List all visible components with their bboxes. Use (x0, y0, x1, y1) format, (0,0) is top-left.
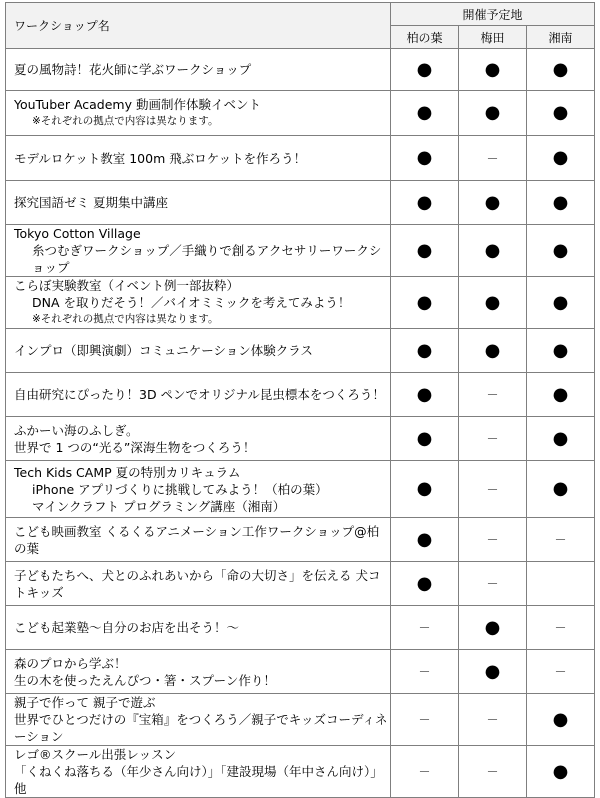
available-dot-icon: ● (484, 291, 501, 313)
workshop-name-cell (6, 373, 391, 417)
unavailable-dash: － (418, 713, 431, 727)
table-row (6, 181, 595, 225)
availability-cell-shonan (527, 136, 595, 181)
available-dot-icon: ● (552, 102, 569, 123)
workshop-title: こらぼ実験教室（イベント例一部抜粋） (14, 278, 240, 293)
availability-cell-umeda (459, 417, 527, 461)
availability-cell-shonan (527, 91, 595, 136)
workshop-name-cell (6, 650, 391, 694)
workshop-title: こども映画教室 くるくるアニメーション工作ワークショップ@柏の葉 (14, 523, 380, 556)
table-row (6, 373, 595, 417)
availability-cell-shonan (527, 181, 595, 225)
availability-cell-kashiwanoha (391, 461, 459, 518)
workshop-title: インプロ（即興演劇）コミュニケーション体験クラス (14, 343, 313, 358)
workshop-name-cell (6, 606, 391, 650)
available-dot-icon: ● (484, 191, 501, 213)
table-row (6, 694, 595, 746)
available-dot-icon: ● (484, 616, 501, 638)
workshop-title: Tech Kids CAMP 夏の特別カリキュラム (14, 464, 241, 480)
availability-cell-umeda (459, 136, 527, 181)
workshop-subline: 世界でひとつだけの『宝箱』をつくろう／親子でキッズコーディネーション (14, 712, 388, 744)
availability-cell-kashiwanoha (391, 518, 459, 562)
available-dot-icon: ● (552, 383, 569, 405)
unavailable-dash: － (418, 665, 431, 679)
workshop-name-cell (6, 329, 391, 373)
workshop-table (5, 2, 595, 798)
workshop-name-cell (6, 518, 391, 562)
workshop-name-cell (6, 136, 391, 181)
workshop-name-cell (6, 49, 391, 91)
availability-cell-shonan (527, 49, 595, 91)
header-location-umeda: 梅田 (459, 26, 527, 49)
available-dot-icon: ● (552, 191, 569, 213)
workshop-subline: 世界で 1 つの“光る”深海生物をつくろう！ (14, 439, 256, 455)
table-row (6, 650, 595, 694)
workshop-title: 子どもたちへ、犬とのふれあいから「命の大切さ」を伝える 犬コトキッズ (14, 567, 381, 600)
workshop-subline: 生の木を使ったえんぴつ・箸・スプーン作り！ (14, 672, 276, 688)
unavailable-dash: － (486, 482, 499, 497)
available-dot-icon: ● (416, 478, 433, 499)
available-dot-icon: ● (552, 147, 569, 168)
workshop-subline: 糸つむぎワークショップ／手織りで創るアクセサリーワークショップ (32, 243, 382, 275)
availability-cell-shonan (527, 417, 595, 461)
availability-cell-kashiwanoha (391, 136, 459, 181)
workshop-title: Tokyo Cotton Village (14, 226, 141, 241)
table-row (6, 329, 595, 373)
workshop-name-cell (6, 694, 391, 746)
workshop-name-cell (6, 91, 391, 136)
availability-cell-umeda (459, 49, 527, 91)
unavailable-dash: － (486, 577, 499, 591)
availability-cell-kashiwanoha (391, 694, 459, 746)
unavailable-dash: － (486, 533, 499, 547)
workshop-title: モデルロケット教室 100m 飛ぶロケットを作ろう！ (14, 150, 307, 166)
table-row (6, 49, 595, 91)
availability-cell-kashiwanoha (391, 181, 459, 225)
table-row (6, 746, 595, 798)
table-row (6, 91, 595, 136)
available-dot-icon: ● (416, 102, 433, 123)
availability-cell-kashiwanoha (391, 277, 459, 329)
availability-cell-umeda (459, 329, 527, 373)
available-dot-icon: ● (552, 291, 569, 313)
availability-cell-shonan (527, 373, 595, 417)
workshop-subline: iPhone アプリづくりに挑戦してみよう！（柏の葉） (32, 481, 328, 497)
availability-cell-shonan (527, 518, 595, 562)
table-row (6, 417, 595, 461)
available-dot-icon: ● (416, 528, 433, 550)
available-dot-icon: ● (484, 660, 501, 682)
available-dot-icon: ● (416, 427, 433, 449)
availability-cell-umeda (459, 606, 527, 650)
availability-cell-umeda (459, 225, 527, 277)
availability-cell-shonan (527, 746, 595, 798)
unavailable-dash: － (418, 765, 431, 779)
workshop-name-cell (6, 461, 391, 518)
table-body (6, 49, 595, 798)
unavailable-dash: － (486, 151, 499, 166)
availability-cell-kashiwanoha (391, 417, 459, 461)
table-row (6, 518, 595, 562)
workshop-subline: 「くねくね落ちる（年少さん向け）」「建設現場（年中さん向け）」他 (14, 764, 383, 796)
workshop-title: レゴ®スクール出張レッスン (14, 747, 177, 762)
available-dot-icon: ● (552, 339, 569, 361)
availability-cell-umeda (459, 373, 527, 417)
unavailable-dash: － (554, 665, 567, 679)
availability-cell-kashiwanoha (391, 606, 459, 650)
header-location-kashiwanoha: 柏の葉 (391, 26, 459, 49)
available-dot-icon: ● (484, 58, 501, 80)
table-row (6, 225, 595, 277)
unavailable-dash: － (486, 432, 499, 446)
availability-cell-shonan (527, 606, 595, 650)
available-dot-icon: ● (416, 383, 433, 405)
header-venue-group: 開催予定地 (391, 3, 595, 26)
availability-cell-shonan (527, 461, 595, 518)
workshop-title: 森のプロから学ぶ！ (14, 655, 127, 671)
available-dot-icon: ● (416, 147, 433, 168)
table-row (6, 606, 595, 650)
workshop-name-cell (6, 225, 391, 277)
available-dot-icon: ● (416, 58, 433, 80)
workshop-name-cell (6, 277, 391, 329)
availability-cell-umeda (459, 91, 527, 136)
workshop-title: 自由研究にぴったり！3D ペンでオリジナル昆虫標本をつくろう！ (14, 387, 385, 402)
availability-cell-kashiwanoha (391, 91, 459, 136)
workshop-title: 親子で作って 親子で遊ぶ (14, 695, 156, 710)
availability-cell-shonan (527, 225, 595, 277)
availability-cell-umeda (459, 461, 527, 518)
workshop-subline: マインクラフト プログラミング講座（湘南） (32, 498, 286, 514)
availability-cell-umeda (459, 746, 527, 798)
available-dot-icon: ● (484, 102, 501, 123)
available-dot-icon: ● (416, 191, 433, 213)
availability-cell-umeda (459, 518, 527, 562)
available-dot-icon: ● (552, 478, 569, 499)
workshop-subline: ※それぞれの拠点で内容は異なります。 (32, 115, 219, 127)
availability-cell-shonan (527, 562, 595, 606)
availability-cell-kashiwanoha (391, 650, 459, 694)
unavailable-dash: － (554, 621, 567, 635)
workshop-title: YouTuber Academy 動画制作体験イベント (14, 97, 261, 112)
available-dot-icon: ● (552, 427, 569, 449)
availability-cell-umeda (459, 694, 527, 746)
workshop-title: 夏の風物詩！花火師に学ぶワークショップ (14, 62, 252, 77)
workshop-name-cell (6, 562, 391, 606)
workshop-name-cell (6, 746, 391, 798)
available-dot-icon: ● (416, 291, 433, 313)
workshop-title: ふかーい海のふしぎ。 (14, 422, 139, 438)
availability-cell-shonan (527, 650, 595, 694)
availability-cell-shonan (527, 277, 595, 329)
unavailable-dash: － (554, 533, 567, 547)
header-workshop-name: ワークショップ名 (6, 3, 391, 49)
availability-cell-kashiwanoha (391, 746, 459, 798)
workshop-title: 探究国語ゼミ 夏期集中講座 (14, 195, 168, 210)
available-dot-icon: ● (552, 708, 569, 730)
workshop-name-cell (6, 417, 391, 461)
available-dot-icon: ● (484, 339, 501, 361)
available-dot-icon: ● (552, 760, 569, 782)
availability-cell-kashiwanoha (391, 373, 459, 417)
available-dot-icon: ● (416, 572, 433, 594)
table-row (6, 461, 595, 518)
workshop-subline: ※それぞれの拠点で内容は異なります。 (32, 313, 219, 325)
workshop-name-cell (6, 181, 391, 225)
availability-cell-kashiwanoha (391, 329, 459, 373)
unavailable-dash: － (418, 621, 431, 635)
available-dot-icon: ● (552, 239, 569, 261)
table-row (6, 277, 595, 329)
table-row (6, 562, 595, 606)
available-dot-icon: ● (552, 58, 569, 80)
availability-cell-shonan (527, 329, 595, 373)
workshop-title: こども起業塾～自分のお店を出そう！～ (14, 620, 240, 635)
unavailable-dash: － (486, 388, 499, 402)
availability-cell-umeda (459, 650, 527, 694)
availability-cell-shonan (527, 694, 595, 746)
availability-cell-kashiwanoha (391, 562, 459, 606)
unavailable-dash: － (486, 713, 499, 727)
availability-cell-kashiwanoha (391, 49, 459, 91)
header-location-shonan: 湘南 (527, 26, 595, 49)
table-row (6, 136, 595, 181)
unavailable-dash: － (486, 765, 499, 779)
available-dot-icon: ● (484, 239, 501, 261)
availability-cell-umeda (459, 562, 527, 606)
availability-cell-umeda (459, 181, 527, 225)
availability-cell-kashiwanoha (391, 225, 459, 277)
availability-cell-umeda (459, 277, 527, 329)
available-dot-icon: ● (416, 339, 433, 361)
workshop-subline: DNA を取りだそう！／バイオミミックを考えてみよう！ (32, 295, 351, 310)
available-dot-icon: ● (416, 239, 433, 261)
